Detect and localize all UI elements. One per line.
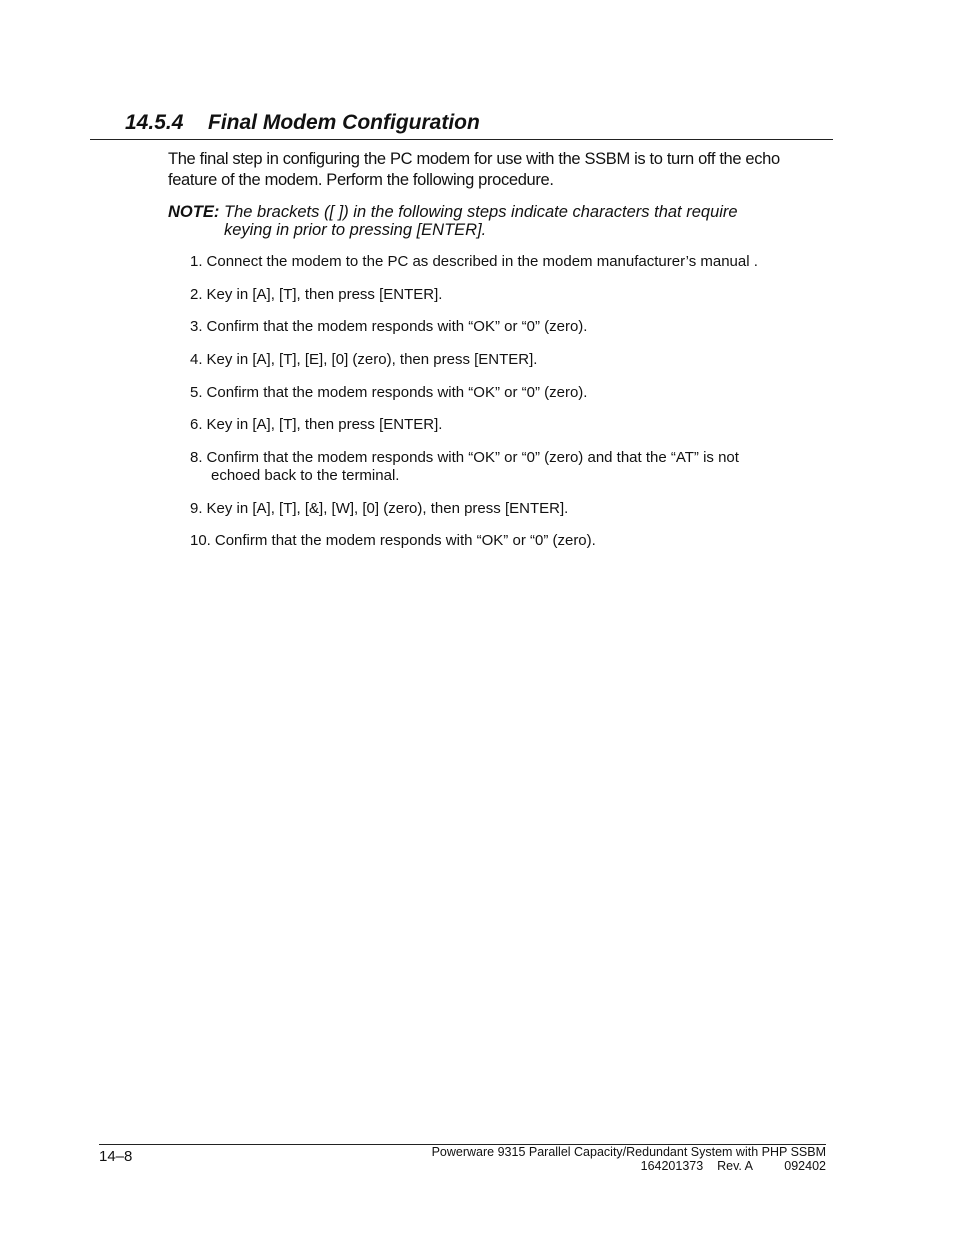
- step-10: [190, 532, 810, 550]
- step-2: [190, 286, 810, 304]
- step-text: Key in [A], [T], then press [ENTER].: [206, 416, 443, 433]
- footer-document-info: [432, 1145, 826, 1173]
- step-number: 8.: [190, 449, 203, 466]
- date-code: 092402: [784, 1159, 826, 1173]
- step-text: Key in [A], [T], then press [ENTER].: [206, 286, 443, 303]
- document-title: Powerware 9315 Parallel Capacity/Redundant System with PHP SSBM: [431, 1145, 826, 1159]
- revision: Rev. A: [717, 1159, 754, 1173]
- step-1: [190, 253, 810, 271]
- step-4: [190, 351, 810, 369]
- note-line-2: keying in prior to pressing [ENTER].: [224, 221, 487, 239]
- note-label: NOTE:: [168, 203, 220, 221]
- page-number: 14–8: [99, 1148, 133, 1165]
- step-text: Confirm that the modem responds with “OK” or “0” (zero).: [214, 532, 596, 549]
- step-text: Connect the modem to the PC as described in the modem manufacturer’s manual .: [206, 253, 758, 270]
- step-5: [190, 384, 810, 402]
- step-text: Key in [A], [T], [E], [0] (zero), then press [ENTER].: [206, 351, 538, 368]
- step-3: [190, 318, 810, 336]
- step-number: 6.: [190, 416, 203, 433]
- section-number: 14.5.4: [125, 111, 184, 134]
- step-text: Key in [A], [T], [&], [W], [0] (zero), then press [ENTER].: [206, 500, 569, 517]
- intro-line-1: The final step in configuring the PC modem for use with the SSBM is to turn off the echo: [168, 150, 780, 168]
- step-text: Confirm that the modem responds with “OK” or “0” (zero) and that the “AT” is not: [206, 449, 739, 466]
- step-number: 4.: [190, 351, 203, 368]
- step-number: 5.: [190, 384, 203, 401]
- step-8: [190, 449, 810, 485]
- part-number: 164201373: [640, 1159, 704, 1173]
- step-text-continuation: echoed back to the terminal.: [211, 467, 400, 484]
- note-line-1: The brackets ([ ]) in the following steps indicate characters that require: [224, 203, 738, 221]
- step-text: Confirm that the modem responds with “OK” or “0” (zero).: [206, 384, 588, 401]
- step-number: 9.: [190, 500, 203, 517]
- intro-paragraph: [168, 149, 818, 191]
- step-number: 10.: [190, 532, 211, 549]
- section-title: Final Modem Configuration: [208, 111, 480, 134]
- section-header: [90, 108, 833, 140]
- step-text: Confirm that the modem responds with “OK” or “0” (zero).: [206, 318, 588, 335]
- step-6: [190, 416, 810, 434]
- step-number: 1.: [190, 253, 203, 270]
- step-number: 2.: [190, 286, 203, 303]
- intro-line-2: feature of the modem. Perform the following procedure.: [168, 171, 554, 189]
- step-9: [190, 500, 810, 518]
- document-revision-line: [432, 1159, 826, 1173]
- step-number: 3.: [190, 318, 203, 335]
